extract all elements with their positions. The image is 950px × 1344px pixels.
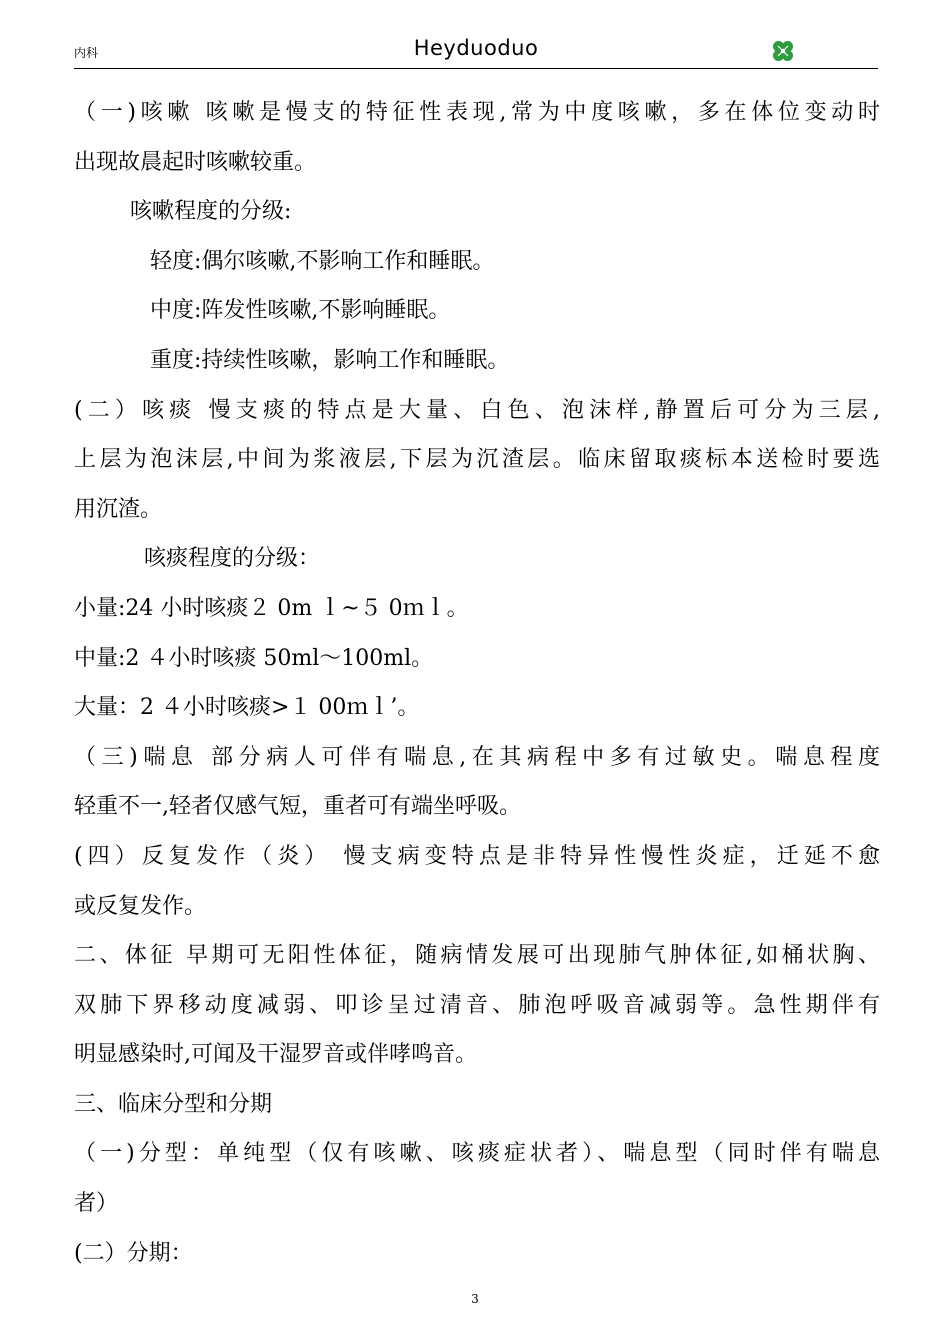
cough-grade-mild: 轻度:偶尔咳嗽,不影响工作和睡眠。	[150, 248, 495, 274]
sputum-grade-medium: 中量:2 ４小时咳痰 50ml～100ml。	[74, 645, 434, 671]
sputum-grade-heading: 咳痰程度的分级：	[144, 546, 321, 572]
header-title: Heyduoduo	[413, 36, 539, 60]
sputum-grade-large: 大量：2 ４小时咳痰>１ 00ｍｌ’。	[74, 695, 420, 721]
cough-grade-heading: 咳嗽程度的分级:	[130, 199, 292, 225]
paragraph-cough-line-2: 出现故晨起时咳嗽较重。	[74, 149, 317, 175]
paragraph-wheeze-line-2: 轻重不一,轻者仅感气短，重者可有端坐呼吸。	[74, 794, 521, 820]
paragraph-recurrence-line-1: (四）反复发作（炎） 慢支病变特点是非特异性慢性炎症，迁延不愈	[74, 843, 880, 869]
page-header	[74, 34, 878, 69]
paragraph-stage-heading: (二）分期：	[74, 1240, 193, 1266]
header-department: 内科	[74, 46, 99, 60]
paragraph-type-line-1: （一)分型：单纯型（仅有咳嗽、咳痰症状者）、喘息型（同时伴有喘息	[74, 1141, 880, 1167]
paragraph-sputum-line-1: (二）咳痰 慢支痰的特点是大量、白色、泡沫样,静置后可分为三层,	[74, 397, 880, 423]
four-leaf-clover-icon	[770, 38, 796, 64]
cough-grade-severe: 重度:持续性咳嗽，影响工作和睡眠。	[150, 347, 510, 373]
paragraph-recurrence-line-2: 或反复发作。	[74, 893, 207, 919]
sputum-grade-small: 小量:24 小时咳痰２ 0m ｌ~５ 0ｍｌ。	[74, 595, 469, 621]
paragraph-sputum-line-3: 用沉渣。	[74, 496, 163, 522]
paragraph-sputum-line-2: 上层为泡沫层,中间为浆液层,下层为沉渣层。临床留取痰标本送检时要选	[74, 447, 880, 473]
cough-grade-moderate: 中度:阵发性咳嗽,不影响睡眠。	[150, 298, 451, 324]
paragraph-cough-line-1: （一)咳嗽 咳嗽是慢支的特征性表现,常为中度咳嗽，多在体位变动时	[74, 100, 880, 125]
paragraph-type-line-2: 者）	[74, 1191, 119, 1217]
paragraph-signs-line-2: 双肺下界移动度减弱、叩诊呈过清音、肺泡呼吸音减弱等。急性期伴有	[74, 992, 880, 1018]
paragraph-signs-line-1: 二、体征 早期可无阳性体征，随病情发展可出现肺气肿体征,如桶状胸、	[74, 943, 880, 969]
section-classification-heading: 三、临床分型和分期	[74, 1091, 273, 1117]
document-body	[74, 88, 880, 1278]
paragraph-signs-line-3: 明显感染时,可闻及干湿罗音或伴哮鸣音。	[74, 1042, 477, 1068]
paragraph-wheeze-line-1: （三)喘息 部分病人可伴有喘息,在其病程中多有过敏史。喘息程度	[74, 744, 880, 770]
page-number: 3	[471, 1292, 479, 1306]
